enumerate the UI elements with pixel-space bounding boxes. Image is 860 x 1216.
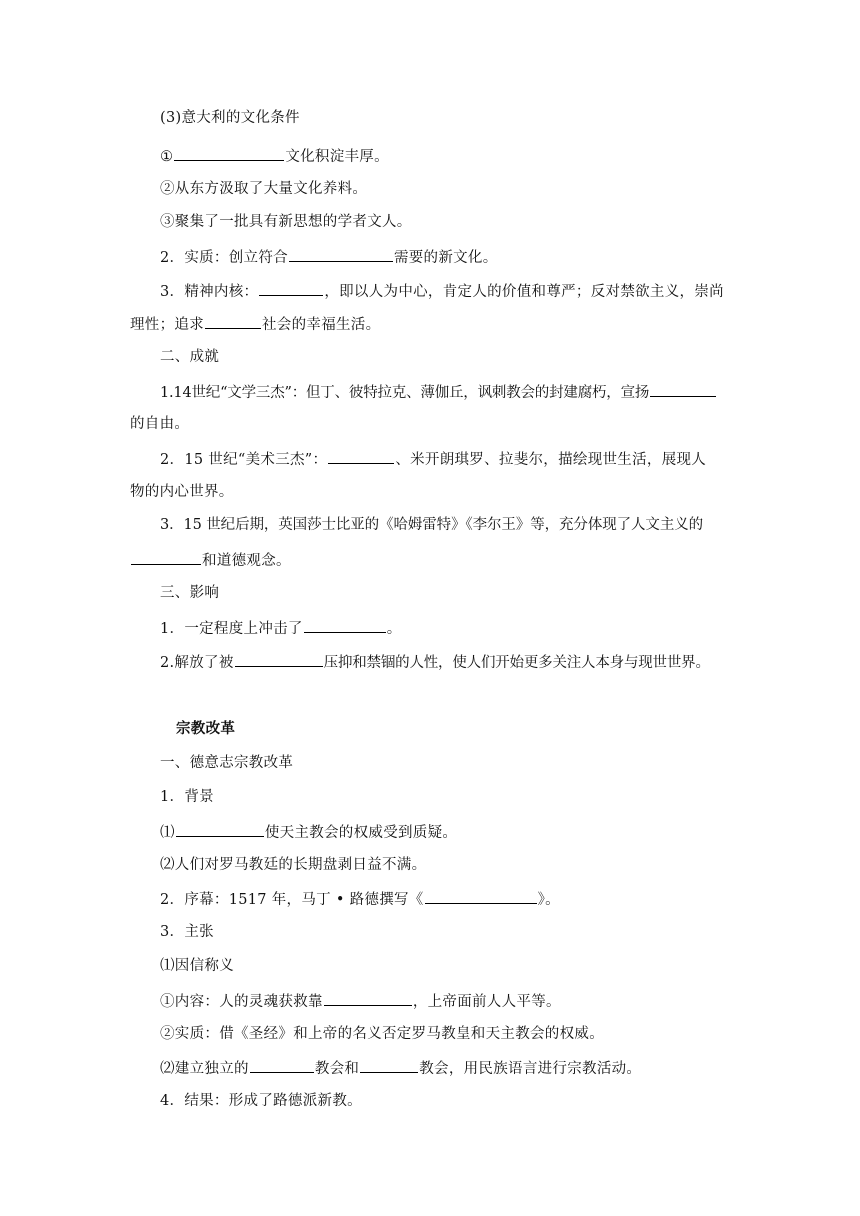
- answer-blank[interactable]: [176, 821, 264, 837]
- text-line: ① 文化积淀丰厚。: [160, 145, 389, 167]
- text-line: ②实质：借《圣经》和上帝的名义否定罗马教皇和天主教会的权威。: [160, 1026, 604, 1042]
- text-line: 1.14世纪“文学三杰”：但丁、彼特拉克、薄伽丘，讽刺教会的封建腐朽，宣扬: [160, 381, 717, 403]
- answer-blank[interactable]: [250, 1057, 314, 1073]
- text-line: 2．实质：创立符合 需要的新文化。: [160, 246, 498, 268]
- text-line: 的自由。: [130, 416, 190, 432]
- answer-blank[interactable]: [425, 888, 537, 904]
- text-line: ③聚集了一批具有新思想的学者文人。: [160, 214, 412, 230]
- text-line: 3．主张: [160, 924, 214, 940]
- answer-blank[interactable]: [328, 448, 394, 464]
- text-line: 1．背景: [160, 789, 214, 805]
- text-line: 和道德观念。: [130, 549, 291, 571]
- answer-blank[interactable]: [235, 651, 323, 667]
- answer-blank[interactable]: [131, 549, 201, 565]
- answer-blank[interactable]: [174, 145, 284, 161]
- text-line: ⑵人们对罗马教廷的长期盘剥日益不满。: [160, 857, 427, 873]
- section-heading: 三、影响: [160, 585, 220, 601]
- section-heading: 一、德意志宗教改革: [160, 755, 294, 771]
- text-line: 2.解放了被 压抑和禁锢的人性，使人们开始更多关注人本身与现世世界。: [160, 651, 710, 673]
- text-line: (3)意大利的文化条件: [160, 110, 300, 126]
- text-line: ②从东方汲取了大量文化养料。: [160, 181, 368, 197]
- answer-blank[interactable]: [650, 381, 716, 397]
- text-line: 4．结果：形成了路德派新教。: [160, 1093, 362, 1109]
- answer-blank[interactable]: [324, 990, 412, 1006]
- page-subtitle: 宗教改革: [176, 720, 236, 737]
- text-line: 2．15 世纪“美术三杰”： 、米开朗琪罗、拉斐尔，描绘现世生活，展现人: [160, 448, 706, 470]
- text-line: 2．序幕：1517 年，马丁 • 路德撰写《 》。: [160, 888, 560, 910]
- answer-blank[interactable]: [205, 313, 261, 329]
- answer-blank[interactable]: [360, 1057, 418, 1073]
- text-line: 3．精神内核： ，即以人为中心，肯定人的价值和尊严；反对禁欲主义，崇尚: [160, 280, 724, 302]
- text-line: ⑵建立独立的 教会和 教会，用民族语言进行宗教活动。: [160, 1057, 641, 1079]
- answer-blank[interactable]: [259, 280, 323, 296]
- text-line: ⑴因信称义: [160, 958, 234, 974]
- text-line: 3．15 世纪后期，英国莎士比亚的《哈姆雷特》《李尔王》等，充分体现了人文主义的: [160, 517, 704, 533]
- text-line: ⑴ 使天主教会的权威受到质疑。: [160, 821, 457, 843]
- text-line: 理性；追求 社会的幸福生活。: [130, 313, 380, 335]
- answer-blank[interactable]: [289, 246, 393, 262]
- text-line: ①内容：人的灵魂获救靠 ，上帝面前人人平等。: [160, 990, 561, 1012]
- answer-blank[interactable]: [304, 617, 386, 633]
- text-line: 1．一定程度上冲击了 。: [160, 617, 402, 639]
- section-heading: 二、成就: [160, 349, 220, 365]
- text-line: 物的内心世界。: [130, 484, 234, 500]
